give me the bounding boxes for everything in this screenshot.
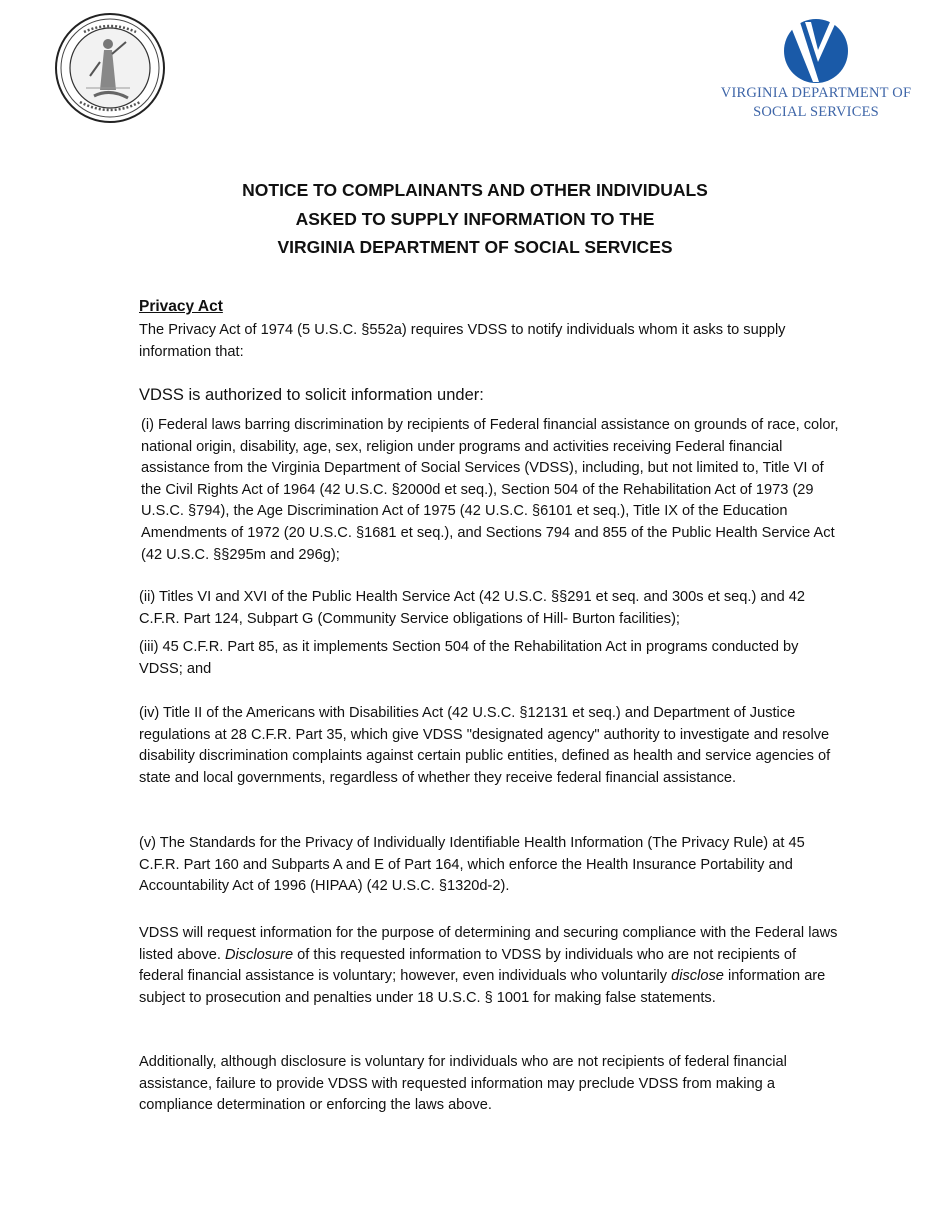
additionally-paragraph xyxy=(139,1052,839,1117)
additionally-text: Additionally, although disclosure is voluntary for individuals who are not recipients of federal financial assistance, failure to provide VDSS with requested information may preclude VDSS from making a compliance determination or enforcing the laws above. xyxy=(139,1054,787,1114)
item-v xyxy=(139,833,839,898)
logo-line-2: SOCIAL SERVICES xyxy=(753,104,879,120)
item-iii-text: (iii) 45 C.F.R. Part 85, as it implements Section 504 of the Rehabilitation Act in programs conducted by VDSS; and xyxy=(139,639,799,677)
item-iv xyxy=(139,703,839,789)
purpose-emphasis-disclosure: Disclosure xyxy=(225,946,294,963)
virginia-seal-icon xyxy=(54,12,166,124)
item-ii xyxy=(139,587,839,630)
item-iv-text: (iv) Title II of the Americans with Disabilities Act (42 U.S.C. §12131 et seq.) and Department of Justice regulations at 28 C.F.R. Part 35, which give VDSS "designated agency" authority to investigate and resolve disability discrimination complaints against certain public entities, defined as health and service agencies of state and local governments, regardless of whether they receive federal financial assistance. xyxy=(139,705,831,786)
document-title xyxy=(0,176,950,262)
authorized-lead: VDSS is authorized to solicit information under: xyxy=(139,386,484,404)
item-i xyxy=(141,415,841,566)
purpose-part-1: VDSS will request information for the purpose of determining and securing compliance with the Federal laws listed above. xyxy=(139,925,838,963)
vdss-logo xyxy=(706,18,926,138)
title-line-1: NOTICE TO COMPLAINANTS AND OTHER INDIVIDUALS xyxy=(242,180,708,200)
purpose-part-3: information are subject to prosecution and penalties under 18 U.S.C. § 1001 for making false statements. xyxy=(139,968,826,1006)
item-ii-text: (ii) Titles VI and XVI of the Public Health Service Act (42 U.S.C. §§291 et seq. and 300s et seq.) and 42 C.F.R. Part 124, Subpart G (Community Service obligations of Hill- Burton facilities); xyxy=(139,589,806,627)
purpose-text xyxy=(139,923,839,1009)
purpose-emphasis-disclose: disclose xyxy=(671,968,724,985)
logo-line-1: VIRGINIA DEPARTMENT OF xyxy=(720,85,912,101)
vdss-v-logo-icon xyxy=(781,18,851,84)
privacy-intro xyxy=(139,320,839,363)
item-iii xyxy=(139,637,839,680)
item-i-text: (i) Federal laws barring discrimination by recipients of Federal financial assistance on grounds of race, color, national origin, disability, age, sex, religion under programs and activities receiving Federal financial assistance from the Virginia Department of Social Services (VDSS), including, but not limited to, Title VI of the Civil Rights Act of 1964 (42 U.S.C. §2000d et seq.), Section 504 of the Rehabilitation Act of 1973 (29 U.S.C. §794), the Age Discrimination Act of 1975 (42 U.S.C. §6101 et seq.), Title IX of the Education Amendments of 1972 (20 U.S.C. §1681 et seq.), and Sections 794 and 855 of the Public Health Service Act (42 U.S.C. §§295m and 296g); xyxy=(141,417,839,563)
title-line-3: VIRGINIA DEPARTMENT OF SOCIAL SERVICES xyxy=(277,237,673,257)
item-v-text: (v) The Standards for the Privacy of Individually Identifiable Health Information (The Privacy Rule) at 45 C.F.R. Part 160 and Subparts A and E of Part 164, which enforce the Health Insurance Portability and Accountability Act of 1996 (HIPAA) (42 U.S.C. §1320d-2). xyxy=(139,835,805,895)
purpose-part-2: of this requested information to VDSS by individuals who are not recipients of federal financial assistance is voluntary; however, even individuals who voluntarily xyxy=(139,946,797,985)
purpose-paragraph xyxy=(139,923,839,1009)
privacy-act-heading: Privacy Act xyxy=(139,298,223,315)
title-line-2: ASKED TO SUPPLY INFORMATION TO THE xyxy=(295,208,655,229)
privacy-intro-text: The Privacy Act of 1974 (5 U.S.C. §552a) requires VDSS to notify individuals whom it asks to supply information that: xyxy=(139,322,786,360)
